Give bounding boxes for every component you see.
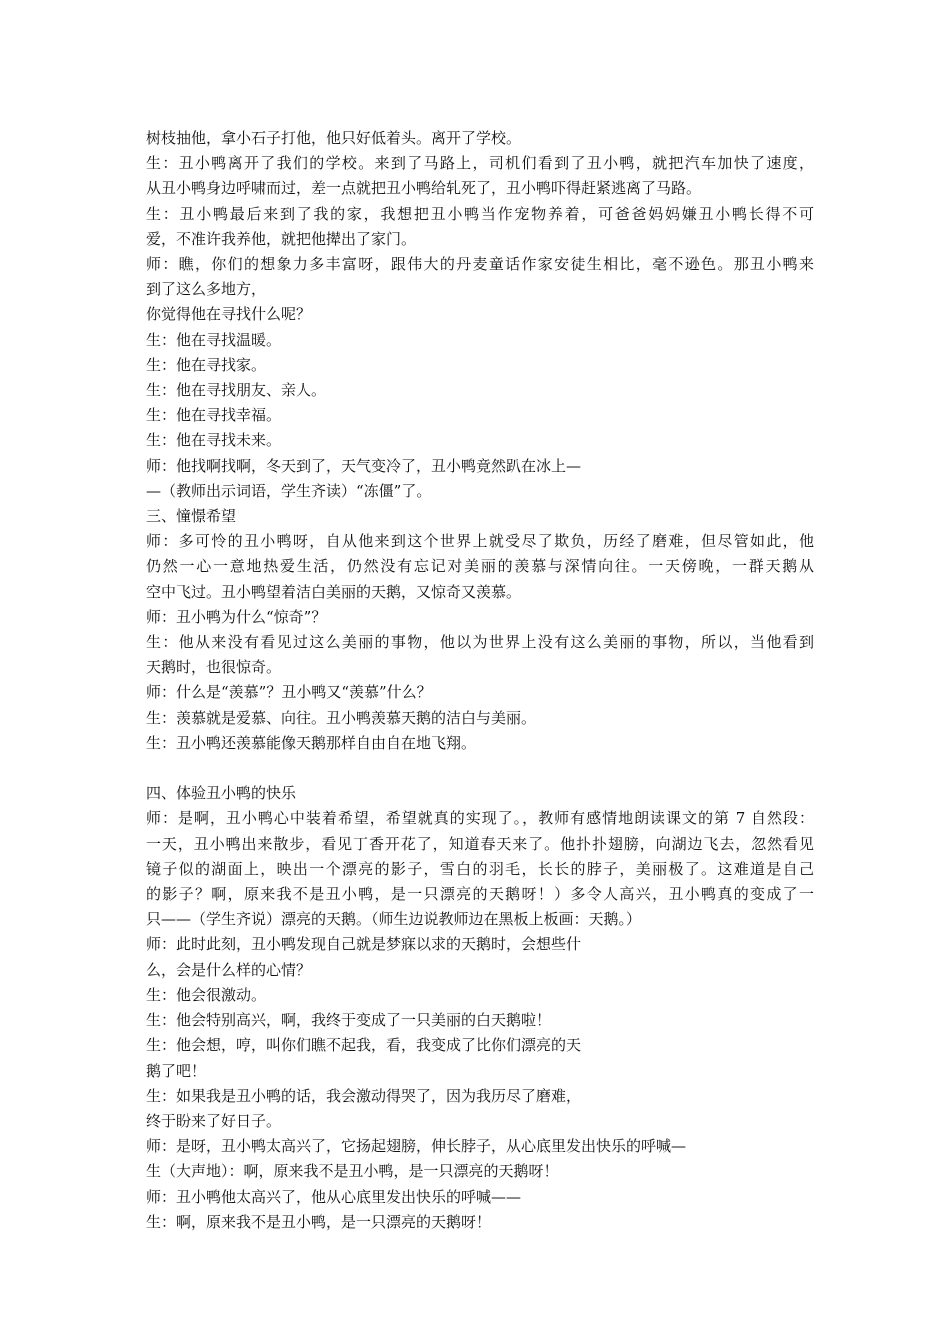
text-line: 生：丑小鸭最后来到了我的家，我想把丑小鸭当作宠物养着，可爸爸妈妈嫌丑小鸭长得不可	[146, 204, 814, 223]
text-line: 生：他在寻找朋友、亲人。	[146, 381, 327, 400]
text-line: 师：丑小鸭为什么“惊奇”？	[146, 607, 327, 626]
text-line: 生：啊，原来我不是丑小鸭，是一只漂亮的天鹅呀！	[146, 1212, 492, 1231]
text-line: 生：他在寻找温暖。	[146, 330, 282, 349]
text-line: 生（大声地）：啊，原来我不是丑小鸭，是一只漂亮的天鹅呀！	[146, 1162, 559, 1181]
text-line: 天鹅时，也很惊奇。	[146, 658, 282, 677]
section-heading: 三、憧憬希望	[146, 507, 237, 526]
text-line: 生：他会特别高兴，啊，我终于变成了一只美丽的白天鹅啦！	[146, 1011, 552, 1030]
text-line: 师：瞧，你们的想象力多丰富呀，跟伟大的丹麦童话作家安徒生相比，毫不逊色。那丑小鸭来	[146, 255, 814, 274]
text-line: 生：他在寻找幸福。	[146, 406, 282, 425]
text-line: 鹅了吧！	[146, 1061, 207, 1080]
text-line: 终于盼来了好日子。	[146, 1111, 282, 1130]
text-line: 生：他在寻找家。	[146, 355, 267, 374]
text-line: 师：什么是“羡慕”？丑小鸭又“羡慕”什么？	[146, 683, 432, 702]
text-line: 仍然一心一意地热爱生活，仍然没有忘记对美丽的羡慕与深情向往。一天傍晚，一群天鹅从	[146, 557, 814, 576]
text-line: 生：他在寻找未来。	[146, 431, 282, 450]
text-line: 师：多可怜的丑小鸭呀，自从他来到这个世界上就受尽了欺负，历经了磨难，但尽管如此，他	[146, 532, 814, 551]
text-line: 的影子？啊，原来我不是丑小鸭，是一只漂亮的天鹅呀！）多令人高兴，丑小鸭真的变成了一	[146, 885, 814, 904]
text-line: 生：如果我是丑小鸭的话，我会激动得哭了，因为我历尽了磨难，	[146, 1086, 582, 1105]
text-line: 生：他从来没有看见过这么美丽的事物，他以为世界上没有这么美丽的事物，所以，当他看到	[146, 633, 814, 652]
text-line: 一天，丑小鸭出来散步，看见丁香开花了，知道春天来了。他扑扑翅膀，向湖边飞去，忽然看见	[146, 834, 814, 853]
text-line: 爱，不准许我养他，就把他撵出了家门。	[146, 229, 417, 248]
text-line: 空中飞过。丑小鸭望着洁白美丽的天鹅，又惊奇又羡慕。	[146, 582, 522, 601]
text-line: 生：羡慕就是爱慕、向往。丑小鸭羡慕天鹅的洁白与美丽。	[146, 708, 537, 727]
document-body	[146, 126, 814, 1235]
text-line: 么，会是什么样的心情？	[146, 960, 312, 979]
text-line: 生：他会很激动。	[146, 985, 267, 1004]
text-line: 师：他找啊找啊，冬天到了，天气变冷了，丑小鸭竟然趴在冰上—	[146, 456, 582, 475]
text-line: 树枝抽他，拿小石子打他，他只好低着头。离开了学校。	[146, 129, 522, 147]
text-line: 生：丑小鸭离开了我们的学校。来到了马路上，司机们看到了丑小鸭，就把汽车加快了速度，	[146, 154, 814, 173]
text-line: 你觉得他在寻找什么呢？	[146, 305, 312, 324]
text-line: 师：此时此刻，丑小鸭发现自己就是梦寐以求的天鹅时，会想些什	[146, 935, 582, 954]
text-line: 到了这么多地方，	[146, 280, 267, 299]
text-line: 师：丑小鸭他太高兴了，他从心底里发出快乐的呼喊——	[146, 1187, 522, 1206]
text-line: 从丑小鸭身边呼啸而过，差一点就把丑小鸭给轧死了，丑小鸭吓得赶紧逃离了马路。	[146, 179, 702, 198]
blank-line	[146, 756, 814, 781]
text-line: 生：丑小鸭还羡慕能像天鹅那样自由自在地飞翔。	[146, 733, 477, 752]
text-line: 只——（学生齐说）漂亮的天鹅。（师生边说教师边在黑板上板画：天鹅。）	[146, 910, 642, 929]
text-line: 师：是啊，丑小鸭心中装着希望，希望就真的实现了。，教师有感情地朗读课文的第 7 自然段：	[146, 809, 814, 828]
text-line: 师：是呀，丑小鸭太高兴了，它扬起翅膀，伸长脖子，从心底里发出快乐的呼喊—	[146, 1137, 687, 1156]
text-line: 生：他会想，哼，叫你们瞧不起我，看，我变成了比你们漂亮的天	[146, 1036, 582, 1055]
text-line: —（教师出示词语，学生齐读）“冻僵”了。	[146, 481, 432, 500]
text-line: 镜子似的湖面上，映出一个漂亮的影子，雪白的羽毛，长长的脖子，美丽极了。这难道是自己	[146, 859, 814, 878]
section-heading: 四、体验丑小鸭的快乐	[146, 784, 297, 803]
